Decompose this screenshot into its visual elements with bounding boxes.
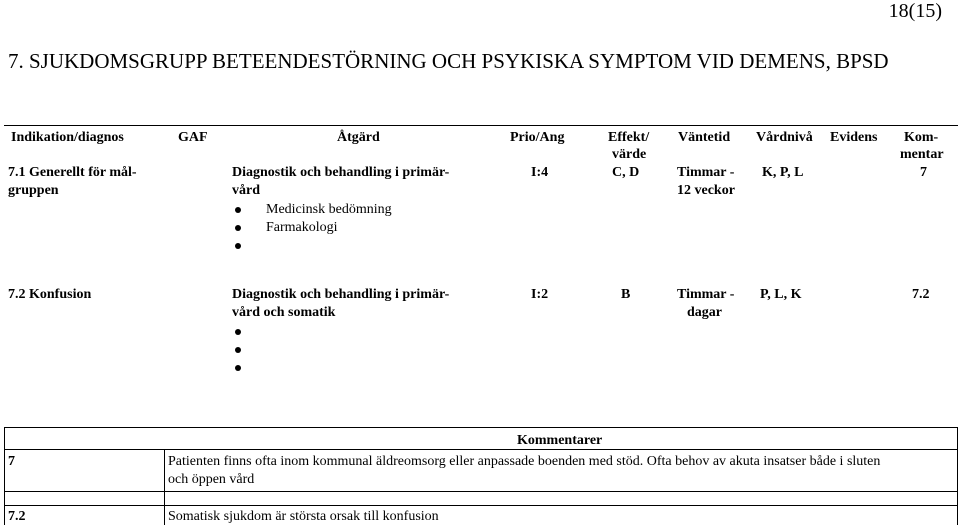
list-item [232, 359, 266, 377]
comments-row-line [4, 505, 958, 506]
section-title: 7. SJUKDOMSGRUPP BETEENDESTÖRNING OCH PSYKISKA SYMPTOM VID DEMENS, BPSD [8, 49, 889, 73]
comments-header-line [4, 449, 958, 450]
row1-effekt: C, D [612, 165, 640, 180]
list-item: Farmakologi [232, 219, 392, 237]
header-effekt-2: värde [612, 147, 647, 162]
row2-kommentar: 7.2 [912, 287, 930, 302]
row2-atgard-1: Diagnostik och behandling i primär- [232, 287, 450, 302]
row2-vardniva: P, L, K [760, 287, 802, 302]
row1-indikation-2: gruppen [8, 183, 59, 198]
header-kommentar-1: Kom- [904, 130, 939, 145]
comment-text-7-line1: Patienten finns ofta inom kommunal äldreomsorg eller anpassade boenden med stöd. Ofta behov av akuta insatser både i sluten [168, 454, 881, 469]
row2-indikation-1: 7.2 Konfusion [8, 287, 92, 302]
list-item [232, 341, 266, 359]
row1-vantetid-1: Timmar - [677, 165, 735, 180]
comments-column-divider [164, 449, 165, 525]
row1-bullet-list [232, 201, 392, 255]
header-evidens: Evidens [830, 130, 878, 145]
comment-text-7-line2: och öppen vård [168, 472, 255, 487]
row2-effekt: B [621, 287, 631, 302]
header-prio: Prio/Ang [510, 130, 565, 145]
row1-vantetid-2: 12 veckor [677, 183, 735, 198]
row1-vardniva: K, P, L [762, 165, 804, 180]
list-item [232, 237, 392, 255]
row2-prio: I:2 [531, 287, 549, 302]
row2-atgard-2: vård och somatik [232, 305, 336, 320]
comments-row-line [4, 491, 958, 492]
header-indikation: Indikation/diagnos [11, 130, 124, 145]
row2-vantetid-2: dagar [687, 305, 722, 320]
header-gaf: GAF [178, 130, 208, 145]
list-item: Medicinsk bedömning [232, 201, 392, 219]
list-item [232, 323, 266, 341]
comment-id-7-2: 7.2 [8, 509, 26, 524]
header-effekt-1: Effekt/ [608, 130, 650, 145]
table-top-line [4, 125, 958, 126]
page-number: 18(15) [888, 0, 942, 22]
header-vantetid: Väntetid [678, 130, 731, 145]
row1-atgard-1: Diagnostik och behandling i primär- [232, 165, 450, 180]
comments-left-border [4, 427, 5, 525]
row1-atgard-2: vård [232, 183, 260, 198]
comment-id-7: 7 [8, 454, 15, 469]
header-vardniva: Vårdnivå [756, 130, 813, 145]
row1-prio: I:4 [531, 165, 549, 180]
row1-kommentar: 7 [920, 165, 927, 180]
row2-bullet-list [232, 323, 266, 377]
comments-header: Kommentarer [517, 433, 603, 448]
header-kommentar-2: mentar [900, 147, 944, 162]
comments-top-line [4, 427, 958, 428]
row1-indikation-1: 7.1 Generellt för mål- [8, 165, 137, 180]
header-atgard: Åtgärd [337, 130, 380, 145]
comment-text-7-2: Somatisk sjukdom är största orsak till konfusion [168, 509, 439, 524]
comments-right-border [957, 427, 958, 525]
row2-vantetid-1: Timmar - [677, 287, 735, 302]
